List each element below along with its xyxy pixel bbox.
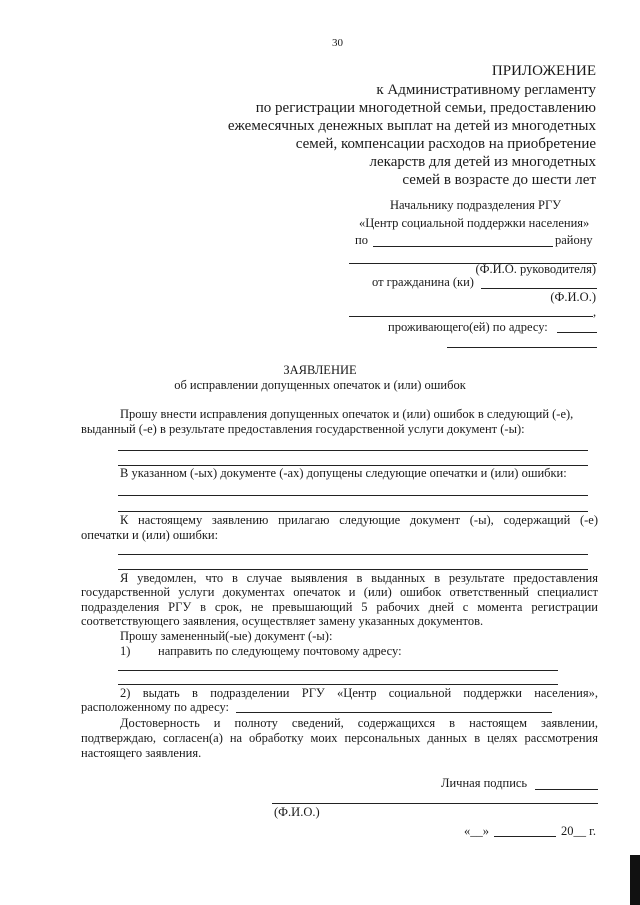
appendix-line-6: семей в возрасте до шести лет (402, 172, 596, 188)
paragraph-6-line-2: подтверждаю, согласен(а) на обработку моих персональных данных в целях рассмотрения (81, 731, 598, 745)
option-1-number: 1) (120, 644, 131, 658)
signer-fio-caption: (Ф.И.О.) (274, 805, 320, 819)
attachments-field-line-1 (118, 554, 588, 555)
appendix-line-4: семей, компенсации расходов на приобретение (295, 136, 596, 152)
paragraph-3-line-2: опечатки и (или) ошибки: (81, 528, 219, 542)
statement-subtitle: об исправлении допущенных опечаток и (или) ошибок (174, 378, 466, 392)
address-field-line-1 (557, 332, 597, 333)
paragraph-1-line-2: выданный (-е) в результате предоставления государственной услуги документ (-ы): (81, 422, 525, 436)
attachments-field-line-2 (118, 569, 588, 570)
statement-title: ЗАЯВЛЕНИЕ (283, 363, 357, 377)
paragraph-6-line-1: Достоверность и полноту сведений, содержащихся в настоящем заявлении, (120, 716, 598, 730)
paragraph-1-line-1: Прошу внести исправления допущенных опечаток и (или) ошибок в следующий (-е), (120, 407, 574, 421)
postal-address-field-line-1 (118, 670, 558, 671)
addressee-line-1: Начальнику подразделения РГУ (390, 198, 562, 212)
citizen-extra-field-line (349, 316, 593, 317)
appendix-line-3: ежемесячных денежных выплат на детей из многодетных (227, 118, 596, 134)
paragraph-4-line-1: Я уведомлен, что в случае выявления в выданных в результате предоставления (120, 571, 598, 585)
paragraph-4-line-3: подразделения РГУ в срок, не превышающий 5 рабочих дней с момента регистрации (81, 600, 598, 614)
address-field-line-2 (447, 347, 597, 348)
option-2-line-2: расположенному по адресу: (81, 700, 230, 714)
addressee-rayonu: району (555, 233, 593, 247)
page-number: 30 (332, 37, 343, 49)
option-1-text: направить по следующему почтовому адресу: (158, 644, 402, 658)
document-field-line-1 (118, 450, 588, 451)
citizen-line-comma: , (593, 305, 597, 319)
addressee-line-2: «Центр социальной поддержки населения» (359, 216, 590, 230)
district-field-line (373, 246, 553, 247)
paragraph-2: В указанном (-ых) документе (-ах) допущены следующие опечатки и (или) ошибки: (120, 466, 567, 480)
from-citizen-label: от гражданина (ки) (372, 275, 474, 289)
head-fio-caption: (Ф.И.О. руководителя) (475, 262, 596, 276)
option-2-line-1: 2) выдать в подразделении РГУ «Центр социальной поддержки населения», (120, 686, 598, 700)
addressee-po: по (355, 233, 368, 247)
appendix-line-5: лекарств для детей из многодетных (369, 154, 596, 170)
scan-edge-mark (630, 855, 640, 905)
paragraph-4-line-4: соответствующего заявления, осуществляет замену указанных документов. (81, 614, 484, 628)
paragraph-6-line-3: настоящего заявления. (81, 746, 202, 760)
date-month-field-line (494, 836, 556, 837)
paragraph-5: Прошу замененный(-ые) документ (-ы): (120, 629, 333, 643)
appendix-line-1: к Административному регламенту (376, 82, 596, 98)
signer-name-field-line (272, 803, 598, 804)
signature-label: Личная подпись (441, 776, 528, 790)
paragraph-3-line-1: К настоящему заявлению прилагаю следующие документ (-ы), содержащий (-е) (120, 513, 598, 527)
postal-address-field-line-2 (118, 684, 558, 685)
paragraph-4-line-2: государственной услуги документах опечаток и (или) ошибок ответственный специалист (81, 585, 598, 599)
errors-field-line-1 (118, 495, 588, 496)
signature-field-line (535, 789, 598, 790)
date-year: 20__ г. (561, 824, 596, 838)
errors-field-line-2 (118, 511, 588, 512)
appendix-line-2: по регистрации многодетной семьи, предоставлению (255, 100, 596, 116)
citizen-name-field-line (481, 288, 597, 289)
citizen-fio-caption: (Ф.И.О.) (550, 290, 596, 304)
branch-address-field-line (236, 712, 552, 713)
residing-label: проживающего(ей) по адресу: (388, 320, 548, 334)
appendix-title: ПРИЛОЖЕНИЕ (491, 63, 596, 79)
date-day: «__» (464, 824, 489, 838)
